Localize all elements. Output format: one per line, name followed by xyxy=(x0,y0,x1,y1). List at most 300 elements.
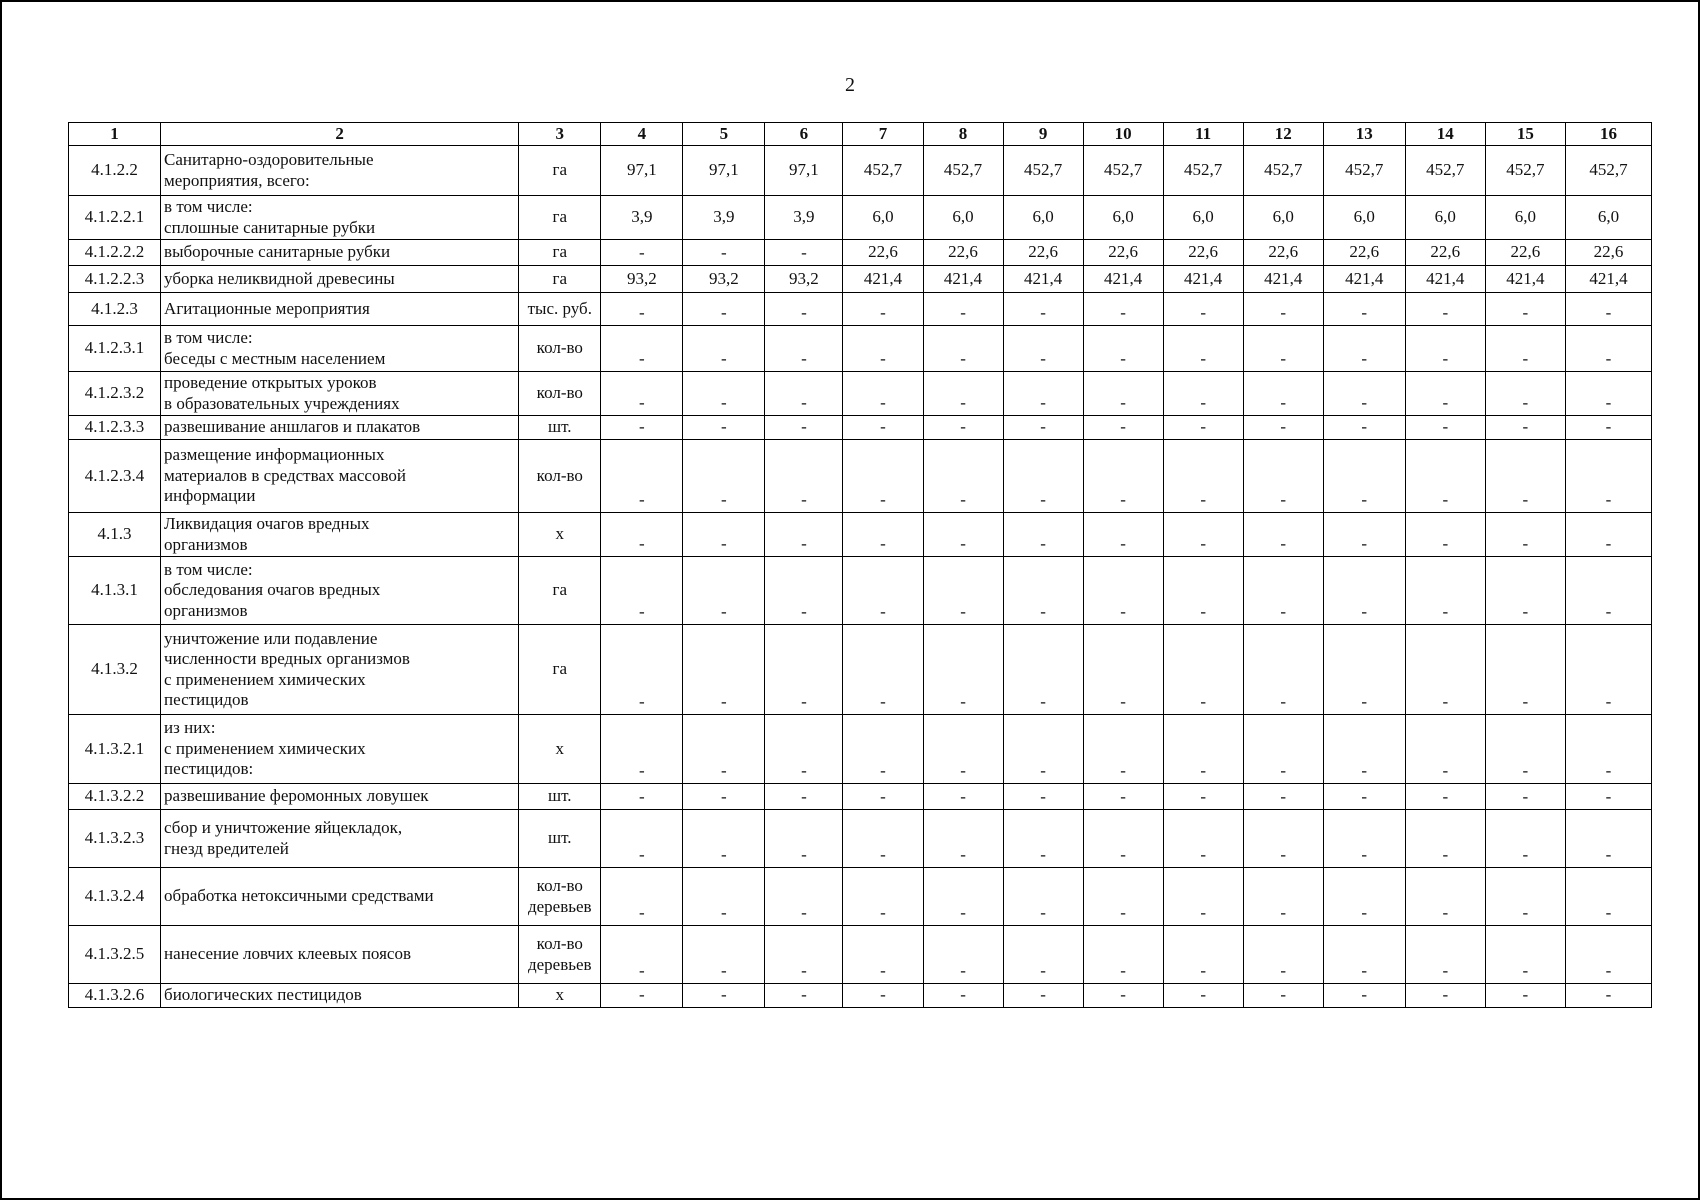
cell-value: - xyxy=(923,625,1003,715)
cell-value: 22,6 xyxy=(923,240,1003,266)
cell-value: - xyxy=(601,326,683,372)
column-header: 3 xyxy=(519,123,601,146)
row-unit: га xyxy=(519,146,601,196)
table-row xyxy=(69,984,1652,1008)
cell-value: - xyxy=(1243,625,1323,715)
row-unit: га xyxy=(519,196,601,240)
cell-value: - xyxy=(923,984,1003,1008)
cell-value: - xyxy=(1003,293,1083,326)
cell-value: - xyxy=(1243,810,1323,868)
cell-value: - xyxy=(601,557,683,625)
cell-value: 6,0 xyxy=(1003,196,1083,240)
row-unit: кол-во xyxy=(519,326,601,372)
row-code: 4.1.2.3.1 xyxy=(69,326,161,372)
row-name: уборка неликвидной древесины xyxy=(161,266,519,293)
cell-value: - xyxy=(1565,715,1651,784)
cell-value: - xyxy=(683,984,765,1008)
row-unit: х xyxy=(519,513,601,557)
cell-value: - xyxy=(1323,868,1405,926)
cell-value: - xyxy=(1083,784,1163,810)
cell-value: - xyxy=(683,715,765,784)
cell-value: - xyxy=(1003,868,1083,926)
cell-value: - xyxy=(1003,513,1083,557)
cell-value: - xyxy=(1323,372,1405,416)
cell-value: 22,6 xyxy=(1003,240,1083,266)
cell-value: - xyxy=(683,326,765,372)
row-unit: кол-во xyxy=(519,440,601,513)
data-table xyxy=(68,122,1652,1008)
column-header: 15 xyxy=(1485,123,1565,146)
cell-value: - xyxy=(1565,372,1651,416)
cell-value: - xyxy=(765,810,843,868)
cell-value: 93,2 xyxy=(683,266,765,293)
cell-value: 421,4 xyxy=(1405,266,1485,293)
row-unit: га xyxy=(519,557,601,625)
table-row xyxy=(69,784,1652,810)
cell-value: - xyxy=(923,416,1003,440)
row-code: 4.1.3.1 xyxy=(69,557,161,625)
cell-value: - xyxy=(1565,810,1651,868)
cell-value: - xyxy=(1485,715,1565,784)
cell-value: - xyxy=(1565,926,1651,984)
cell-value: - xyxy=(601,372,683,416)
cell-value: 452,7 xyxy=(1003,146,1083,196)
cell-value: 452,7 xyxy=(1163,146,1243,196)
cell-value: - xyxy=(843,625,923,715)
cell-value: - xyxy=(1243,293,1323,326)
cell-value: 22,6 xyxy=(1485,240,1565,266)
cell-value: - xyxy=(1003,984,1083,1008)
row-unit: кол-во деревьев xyxy=(519,868,601,926)
cell-value: 452,7 xyxy=(1485,146,1565,196)
cell-value: - xyxy=(843,557,923,625)
cell-value: - xyxy=(1163,293,1243,326)
cell-value: - xyxy=(1323,557,1405,625)
cell-value: - xyxy=(683,868,765,926)
cell-value: - xyxy=(1323,926,1405,984)
row-unit: га xyxy=(519,266,601,293)
cell-value: 452,7 xyxy=(1405,146,1485,196)
row-name: Ликвидация очагов вредных организмов xyxy=(161,513,519,557)
cell-value: - xyxy=(1003,926,1083,984)
row-code: 4.1.3.2.6 xyxy=(69,984,161,1008)
cell-value: - xyxy=(1323,810,1405,868)
cell-value: 3,9 xyxy=(765,196,843,240)
cell-value: - xyxy=(1243,784,1323,810)
cell-value: 6,0 xyxy=(1243,196,1323,240)
cell-value: - xyxy=(1163,810,1243,868)
cell-value: - xyxy=(765,715,843,784)
cell-value: 452,7 xyxy=(923,146,1003,196)
row-name: в том числе: беседы с местным населением xyxy=(161,326,519,372)
cell-value: - xyxy=(1485,372,1565,416)
cell-value: - xyxy=(1485,784,1565,810)
row-code: 4.1.2.3.3 xyxy=(69,416,161,440)
row-code: 4.1.2.3.2 xyxy=(69,372,161,416)
cell-value: 421,4 xyxy=(1565,266,1651,293)
cell-value: - xyxy=(1003,625,1083,715)
cell-value: - xyxy=(1565,984,1651,1008)
cell-value: - xyxy=(1565,293,1651,326)
cell-value: - xyxy=(1163,715,1243,784)
row-code: 4.1.3.2.2 xyxy=(69,784,161,810)
column-header: 5 xyxy=(683,123,765,146)
cell-value: - xyxy=(601,868,683,926)
row-code: 4.1.2.2.1 xyxy=(69,196,161,240)
cell-value: 421,4 xyxy=(843,266,923,293)
cell-value: - xyxy=(1405,868,1485,926)
cell-value: - xyxy=(843,810,923,868)
cell-value: - xyxy=(1323,984,1405,1008)
cell-value: 421,4 xyxy=(1163,266,1243,293)
cell-value: - xyxy=(765,416,843,440)
cell-value: - xyxy=(1163,326,1243,372)
cell-value: - xyxy=(601,784,683,810)
cell-value: 452,7 xyxy=(1565,146,1651,196)
cell-value: - xyxy=(683,416,765,440)
cell-value: - xyxy=(1485,868,1565,926)
cell-value: - xyxy=(1083,810,1163,868)
cell-value: 22,6 xyxy=(1565,240,1651,266)
row-name: уничтожение или подавление численности вредных организмов с применением химических пестицидов xyxy=(161,625,519,715)
cell-value: - xyxy=(1485,440,1565,513)
cell-value: - xyxy=(683,372,765,416)
cell-value: - xyxy=(1083,984,1163,1008)
cell-value: - xyxy=(1243,513,1323,557)
cell-value: - xyxy=(1565,513,1651,557)
column-header: 4 xyxy=(601,123,683,146)
cell-value: - xyxy=(601,240,683,266)
cell-value: - xyxy=(601,926,683,984)
column-header: 2 xyxy=(161,123,519,146)
cell-value: - xyxy=(765,440,843,513)
cell-value: - xyxy=(1485,557,1565,625)
table-row xyxy=(69,240,1652,266)
cell-value: - xyxy=(1083,625,1163,715)
cell-value: - xyxy=(1405,416,1485,440)
cell-value: - xyxy=(1003,557,1083,625)
cell-value: - xyxy=(1485,984,1565,1008)
cell-value: - xyxy=(1003,440,1083,513)
cell-value: - xyxy=(843,326,923,372)
cell-value: 97,1 xyxy=(601,146,683,196)
cell-value: - xyxy=(923,440,1003,513)
row-name: обработка нетоксичными средствами xyxy=(161,868,519,926)
row-code: 4.1.2.2 xyxy=(69,146,161,196)
table-row xyxy=(69,293,1652,326)
table-row xyxy=(69,810,1652,868)
row-unit: шт. xyxy=(519,784,601,810)
cell-value: - xyxy=(765,513,843,557)
cell-value: - xyxy=(843,372,923,416)
cell-value: 6,0 xyxy=(1485,196,1565,240)
row-code: 4.1.2.3 xyxy=(69,293,161,326)
column-header: 6 xyxy=(765,123,843,146)
cell-value: - xyxy=(923,372,1003,416)
cell-value: - xyxy=(1405,557,1485,625)
row-code: 4.1.2.2.3 xyxy=(69,266,161,293)
row-name: развешивание феромонных ловушек xyxy=(161,784,519,810)
cell-value: - xyxy=(683,440,765,513)
cell-value: 3,9 xyxy=(601,196,683,240)
cell-value: - xyxy=(1083,715,1163,784)
cell-value: 6,0 xyxy=(1163,196,1243,240)
cell-value: - xyxy=(1485,416,1565,440)
table-row xyxy=(69,372,1652,416)
cell-value: - xyxy=(1323,440,1405,513)
cell-value: 22,6 xyxy=(1163,240,1243,266)
cell-value: 452,7 xyxy=(1323,146,1405,196)
table-row xyxy=(69,715,1652,784)
row-name: в том числе: сплошные санитарные рубки xyxy=(161,196,519,240)
cell-value: - xyxy=(1083,326,1163,372)
cell-value: - xyxy=(1003,372,1083,416)
cell-value: - xyxy=(765,984,843,1008)
cell-value: 3,9 xyxy=(683,196,765,240)
cell-value: - xyxy=(923,557,1003,625)
cell-value: - xyxy=(1003,810,1083,868)
cell-value: - xyxy=(843,416,923,440)
cell-value: - xyxy=(765,625,843,715)
cell-value: - xyxy=(1405,440,1485,513)
cell-value: - xyxy=(1485,513,1565,557)
row-code: 4.1.3 xyxy=(69,513,161,557)
cell-value: - xyxy=(765,557,843,625)
row-unit: га xyxy=(519,240,601,266)
cell-value: - xyxy=(1485,926,1565,984)
cell-value: - xyxy=(843,440,923,513)
cell-value: - xyxy=(601,440,683,513)
cell-value: 421,4 xyxy=(923,266,1003,293)
table-row xyxy=(69,557,1652,625)
cell-value: - xyxy=(1163,557,1243,625)
cell-value: - xyxy=(601,715,683,784)
cell-value: - xyxy=(765,326,843,372)
row-name: развешивание аншлагов и плакатов xyxy=(161,416,519,440)
table-row xyxy=(69,440,1652,513)
cell-value: 452,7 xyxy=(843,146,923,196)
cell-value: 22,6 xyxy=(1243,240,1323,266)
cell-value: - xyxy=(1323,715,1405,784)
cell-value: - xyxy=(1243,416,1323,440)
cell-value: - xyxy=(1083,416,1163,440)
cell-value: 6,0 xyxy=(923,196,1003,240)
cell-value: - xyxy=(1405,926,1485,984)
cell-value: - xyxy=(683,810,765,868)
cell-value: 97,1 xyxy=(683,146,765,196)
column-header: 8 xyxy=(923,123,1003,146)
table-row xyxy=(69,196,1652,240)
table-row xyxy=(69,326,1652,372)
row-name: выборочные санитарные рубки xyxy=(161,240,519,266)
cell-value: - xyxy=(1405,984,1485,1008)
column-header: 12 xyxy=(1243,123,1323,146)
row-unit: х xyxy=(519,984,601,1008)
cell-value: 22,6 xyxy=(843,240,923,266)
cell-value: - xyxy=(1163,440,1243,513)
cell-value: - xyxy=(1003,784,1083,810)
table-row xyxy=(69,416,1652,440)
cell-value: 93,2 xyxy=(601,266,683,293)
row-code: 4.1.2.3.4 xyxy=(69,440,161,513)
cell-value: 93,2 xyxy=(765,266,843,293)
cell-value: - xyxy=(1565,557,1651,625)
cell-value: - xyxy=(1323,625,1405,715)
cell-value: 6,0 xyxy=(1083,196,1163,240)
cell-value: 22,6 xyxy=(1323,240,1405,266)
row-name: размещение информационных материалов в средствах массовой информации xyxy=(161,440,519,513)
cell-value: - xyxy=(1163,868,1243,926)
cell-value: - xyxy=(843,293,923,326)
row-name: из них: с применением химических пестицидов: xyxy=(161,715,519,784)
cell-value: - xyxy=(601,513,683,557)
table-row xyxy=(69,146,1652,196)
row-name: сбор и уничтожение яйцекладок, гнезд вредителей xyxy=(161,810,519,868)
cell-value: - xyxy=(1003,326,1083,372)
column-header: 11 xyxy=(1163,123,1243,146)
row-name: биологических пестицидов xyxy=(161,984,519,1008)
cell-value: - xyxy=(683,926,765,984)
cell-value: - xyxy=(1565,868,1651,926)
cell-value: - xyxy=(1243,715,1323,784)
cell-value: - xyxy=(1163,784,1243,810)
column-header: 16 xyxy=(1565,123,1651,146)
column-header: 13 xyxy=(1323,123,1405,146)
cell-value: - xyxy=(683,784,765,810)
cell-value: - xyxy=(683,557,765,625)
table-row xyxy=(69,868,1652,926)
cell-value: - xyxy=(923,513,1003,557)
cell-value: - xyxy=(1083,868,1163,926)
row-name: в том числе: обследования очагов вредных организмов xyxy=(161,557,519,625)
cell-value: - xyxy=(765,240,843,266)
cell-value: - xyxy=(1083,926,1163,984)
cell-value: 421,4 xyxy=(1323,266,1405,293)
row-code: 4.1.3.2.1 xyxy=(69,715,161,784)
page-number: 2 xyxy=(845,74,855,96)
cell-value: - xyxy=(1083,513,1163,557)
cell-value: - xyxy=(1323,293,1405,326)
cell-value: - xyxy=(765,293,843,326)
row-code: 4.1.3.2 xyxy=(69,625,161,715)
cell-value: - xyxy=(843,715,923,784)
cell-value: - xyxy=(1323,326,1405,372)
cell-value: 22,6 xyxy=(1083,240,1163,266)
cell-value: - xyxy=(1565,416,1651,440)
cell-value: 421,4 xyxy=(1003,266,1083,293)
cell-value: - xyxy=(1323,784,1405,810)
cell-value: - xyxy=(923,715,1003,784)
cell-value: - xyxy=(843,784,923,810)
cell-value: 6,0 xyxy=(1323,196,1405,240)
cell-value: - xyxy=(923,810,1003,868)
cell-value: - xyxy=(601,293,683,326)
cell-value: - xyxy=(1405,784,1485,810)
cell-value: - xyxy=(843,513,923,557)
cell-value: - xyxy=(1163,372,1243,416)
cell-value: - xyxy=(1485,810,1565,868)
cell-value: - xyxy=(1243,440,1323,513)
cell-value: - xyxy=(683,513,765,557)
cell-value: - xyxy=(765,784,843,810)
row-unit: га xyxy=(519,625,601,715)
cell-value: - xyxy=(683,293,765,326)
cell-value: - xyxy=(1485,293,1565,326)
cell-value: 452,7 xyxy=(1243,146,1323,196)
cell-value: 6,0 xyxy=(1565,196,1651,240)
column-header: 7 xyxy=(843,123,923,146)
cell-value: - xyxy=(1243,557,1323,625)
row-code: 4.1.2.2.2 xyxy=(69,240,161,266)
cell-value: - xyxy=(1405,372,1485,416)
cell-value: - xyxy=(1083,372,1163,416)
header-row xyxy=(69,123,1652,146)
cell-value: - xyxy=(1083,293,1163,326)
cell-value: - xyxy=(601,984,683,1008)
row-unit: шт. xyxy=(519,416,601,440)
cell-value: 421,4 xyxy=(1485,266,1565,293)
table-row xyxy=(69,266,1652,293)
table-row xyxy=(69,926,1652,984)
table-row xyxy=(69,625,1652,715)
cell-value: - xyxy=(1163,926,1243,984)
cell-value: - xyxy=(1243,984,1323,1008)
cell-value: - xyxy=(1163,984,1243,1008)
cell-value: - xyxy=(1003,416,1083,440)
cell-value: - xyxy=(1565,440,1651,513)
cell-value: - xyxy=(923,926,1003,984)
cell-value: 421,4 xyxy=(1083,266,1163,293)
cell-value: 22,6 xyxy=(1405,240,1485,266)
cell-value: - xyxy=(765,868,843,926)
column-header: 14 xyxy=(1405,123,1485,146)
cell-value: - xyxy=(683,240,765,266)
row-unit: кол-во xyxy=(519,372,601,416)
cell-value: - xyxy=(923,293,1003,326)
row-unit: тыс. руб. xyxy=(519,293,601,326)
row-name: проведение открытых уроков в образовательных учреждениях xyxy=(161,372,519,416)
cell-value: - xyxy=(1323,513,1405,557)
cell-value: - xyxy=(1405,326,1485,372)
cell-value: - xyxy=(1243,926,1323,984)
cell-value: - xyxy=(923,784,1003,810)
cell-value: - xyxy=(1565,625,1651,715)
row-unit: шт. xyxy=(519,810,601,868)
cell-value: - xyxy=(765,372,843,416)
cell-value: 421,4 xyxy=(1243,266,1323,293)
row-unit: х xyxy=(519,715,601,784)
cell-value: - xyxy=(1485,625,1565,715)
cell-value: - xyxy=(1243,326,1323,372)
cell-value: - xyxy=(843,984,923,1008)
cell-value: - xyxy=(843,868,923,926)
cell-value: 97,1 xyxy=(765,146,843,196)
cell-value: - xyxy=(843,926,923,984)
cell-value: - xyxy=(1405,715,1485,784)
cell-value: - xyxy=(1405,513,1485,557)
cell-value: - xyxy=(1163,416,1243,440)
row-code: 4.1.3.2.5 xyxy=(69,926,161,984)
row-code: 4.1.3.2.4 xyxy=(69,868,161,926)
cell-value: - xyxy=(1323,416,1405,440)
cell-value: - xyxy=(1163,513,1243,557)
table-row xyxy=(69,513,1652,557)
cell-value: - xyxy=(1083,557,1163,625)
row-name: Агитационные мероприятия xyxy=(161,293,519,326)
cell-value: - xyxy=(923,326,1003,372)
cell-value: - xyxy=(1405,625,1485,715)
row-code: 4.1.3.2.3 xyxy=(69,810,161,868)
